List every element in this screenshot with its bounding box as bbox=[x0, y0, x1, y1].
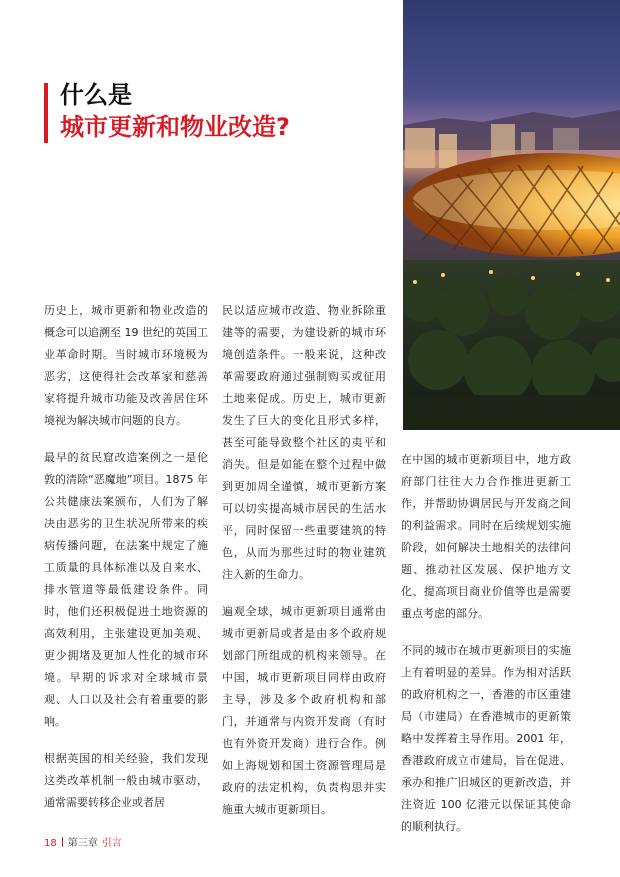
paragraph: 不同的城市在城市更新项目的实施上有着明显的差异。作为相对活跃的政府机构之一，香港的市区重建局（市建局）在香港城市的更新策略中发挥着主导作用。2001 年，香港政府成立市建局，旨在促进、承办和推广旧城区的更新改造，并注资近 100 亿港元以保证其使命的顺利执行。 bbox=[401, 644, 571, 833]
page-number: 18 bbox=[44, 838, 57, 849]
title-accent-bar bbox=[44, 83, 48, 143]
paragraph: 根据英国的相关经验，我们发现这类改革机制一般由城市驱动，通常需要转移企业或者居 bbox=[44, 752, 208, 809]
section-label: 引言 bbox=[101, 838, 122, 849]
page-title-line2: 城市更新和物业改造? bbox=[60, 113, 290, 141]
text-column-2 bbox=[222, 300, 386, 836]
page-footer bbox=[44, 837, 122, 851]
chapter-label: 第三章 bbox=[67, 838, 98, 849]
paragraph: 民以适应城市改造、物业拆除重建等的需要，为建设新的城市环境创造条件。一般来说，这种改革需要政府通过强制购买或征用土地来促成。历史上，城市更新发生了巨大的变化且形式多样，甚至可能导致整个社区的夷平和消失。但是如能在整个过程中做到更加周全谨慎，城市更新方案可以切实提高城市居民的生活水平，同时保留一些重要建筑的特色，从而为那些过时的物业建筑注入新的生命力。 bbox=[222, 304, 386, 581]
birds-nest-stadium-photo bbox=[403, 0, 620, 430]
paragraph: 遍观全球，城市更新项目通常由城市更新局或者是由多个政府规划部门所组成的机构来领导。在中国，城市更新项目同样由政府主导，涉及多个政府机构和部门，并通常与内资开发商（有时也有外资开发商）进行合作。例如上海规划和国土资源管理局是政府的法定机构，负责构思并实施重大城市更新项目。 bbox=[222, 605, 386, 816]
text-column-3 bbox=[401, 449, 571, 853]
footer-divider bbox=[62, 837, 63, 847]
paragraph: 最早的贫民窟改造案例之一是伦敦的清除“恶魔地”项目。1875 年公共健康法案颁布，人们为了解决由恶劣的卫生状况所带来的疾病传播问题，在法案中规定了施工质量的具体标准以及自来水、排水管道等最低建设条件。同时，他们还积极促进土地资源的高效利用，主张建设更加美观、更少拥堵及更加人性化的城市环境。早期的诉求对全球城市景观、人口以及社会有着重要的影响。 bbox=[44, 451, 208, 728]
text-column-1 bbox=[44, 300, 208, 829]
page-title-line1: 什么是 bbox=[60, 81, 132, 109]
paragraph: 在中国的城市更新项目中，地方政府部门往往大力合作推进更新工作，并帮助协调居民与开发商之间的利益需求。同时在后续规划实施阶段，如何解决土地相关的法律问题、推动社区发展、保护地方文化、提高项目商业价值等也是需要重点考虑的部分。 bbox=[401, 453, 571, 620]
paragraph: 历史上，城市更新和物业改造的概念可以追溯至 19 世纪的英国工业革命时期。当时城市环境极为恶劣，这使得社会改革家和慈善家将提升城市功能及改善居住环境视为解决城市问题的良方。 bbox=[44, 304, 208, 427]
